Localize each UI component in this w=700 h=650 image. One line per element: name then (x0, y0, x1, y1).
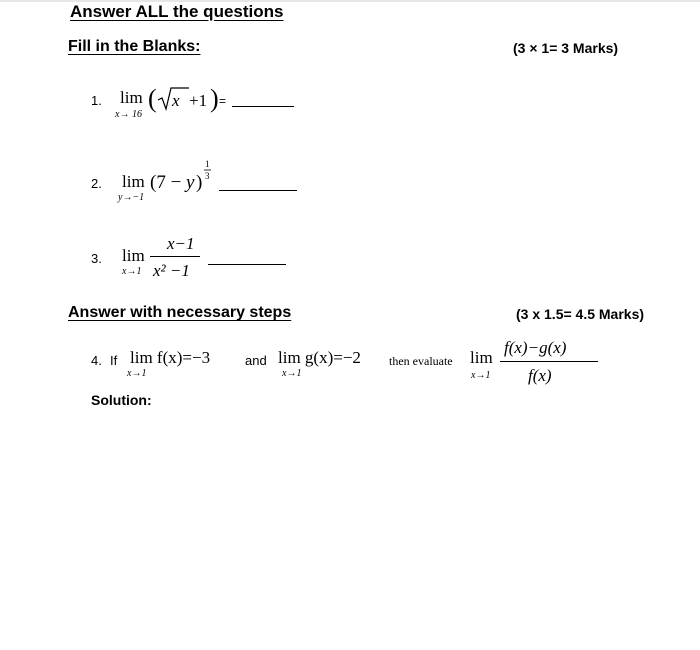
svg-text:x: x (172, 91, 180, 110)
page-heading: Answer ALL the questions (70, 2, 284, 21)
solution-label: Solution: (91, 392, 152, 408)
limit-subscript: y→−1 (118, 192, 145, 203)
svg-text:(: ( (148, 84, 157, 113)
limit-subscript: x→1 (282, 368, 302, 379)
question-number: 1. (91, 93, 102, 108)
answer-blank (208, 264, 286, 265)
limit-operator: lim (470, 348, 493, 367)
section-fill-blanks-title: Fill in the Blanks: (68, 38, 201, 55)
sqrt-expression (148, 82, 230, 116)
then-evaluate-text: then evaluate (389, 354, 453, 368)
limit-operator: lim (122, 246, 145, 265)
fraction-numerator: f(x)−g(x) (504, 338, 567, 357)
section-steps-title: Answer with necessary steps (68, 304, 292, 321)
svg-text:(7 −: (7 − (150, 172, 182, 193)
svg-text:): ) (210, 84, 219, 113)
limit-subscript: x→ 16 (115, 109, 142, 120)
question-number: 4. (91, 353, 102, 368)
section-steps-marks: (3 x 1.5= 4.5 Marks) (516, 306, 645, 322)
fraction-denominator: x² −1 (153, 261, 190, 280)
answer-blank (219, 190, 297, 191)
fraction-numerator: x−1 (167, 234, 195, 253)
svg-text:): ) (196, 172, 203, 193)
limit-operator: lim (120, 88, 143, 107)
svg-text:3: 3 (205, 171, 210, 181)
limit-subscript: x→1 (471, 370, 491, 381)
section-fill-blanks-marks: (3 × 1= 3 Marks) (513, 40, 619, 56)
limit-g-expression: lim g(x)=−2 (278, 348, 361, 367)
fraction-denominator: f(x) (528, 366, 552, 385)
power-expression (150, 158, 216, 194)
fraction-bar (500, 361, 598, 362)
limit-operator: lim (122, 172, 145, 191)
svg-text:1: 1 (205, 159, 210, 169)
fraction-bar (150, 256, 200, 257)
answer-blank (232, 106, 294, 107)
question-number: 2. (91, 176, 102, 191)
equals-sign: = (219, 94, 227, 108)
limit-f-expression: lim f(x)=−3 (130, 348, 211, 367)
limit-subscript: x→1 (127, 368, 147, 379)
question-number: 3. (91, 251, 102, 266)
and-word: and (245, 353, 267, 368)
svg-text:+1: +1 (189, 91, 208, 110)
if-word: If (110, 353, 118, 368)
svg-text:y: y (186, 172, 195, 193)
limit-subscript: x→1 (122, 266, 142, 277)
